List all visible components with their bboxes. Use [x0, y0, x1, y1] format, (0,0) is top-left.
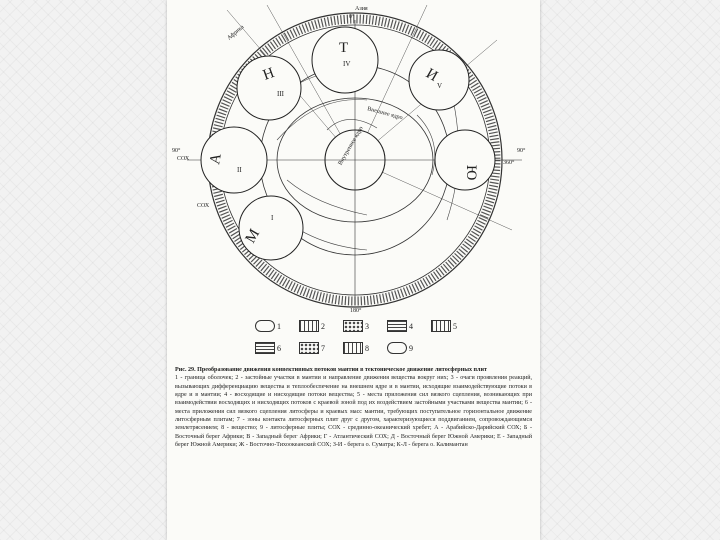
plate-letter-a: А [207, 152, 225, 166]
roman-label-ii: II [237, 166, 242, 174]
legend-symbol [255, 320, 275, 332]
legend-symbol [387, 342, 407, 354]
legend-symbol [255, 342, 275, 354]
plate-yu [435, 130, 495, 190]
document-page [167, 0, 540, 540]
plate-letter-i: И [423, 65, 441, 85]
legend-number: 1 [277, 321, 281, 331]
roman-label-v: V [437, 82, 443, 90]
roman-label-iii: III [277, 90, 284, 98]
legend-item-4 [387, 320, 413, 332]
legend-number: 9 [409, 343, 413, 353]
legend-symbol [299, 342, 319, 354]
plate-letter-n: Н [260, 65, 277, 84]
legend-item-8 [343, 342, 369, 354]
legend-item-5 [431, 320, 457, 332]
caption-body: 1 - граница оболочек; 2 - застойные участки в мантии и направление движения вещества вокруг них; 3 - очаги проявления реакций, вызывающих дифференциацию вещества и теплообеспечение на внешнем ядре и в мантии, исходящие взаимодействующие потоки в ядре и в мантии; 4 - восходящие и нисходящие потоки вещества; 5 - места приложения сил вязкого сцепления, возникающих при взаимодействии восходящих и нисходящих потоков с краевой зоной под их воздействием застойными участками вещества мантии; 6 - места приложения сил вязкого сцепления литосферы и краевых масс мантии, требующих поступательное горизонтальное движение литосферным плитам; 7 - зоны контакта литосферных плит друг с другом, характеризующиеся поддвиганием, сопровождающимся землетрясением; 8 - вещество; 9 - литосферные плиты; СОХ - срединно-океанический хребет; А - Арабийско-Дарийский СОХ; Б - Восточный берег Африки; В - Западный берег Африки; Г - Атлантический СОХ; Д - Восточный берег Южной Америки; Е - Западный берег Южной Америки; Ж - Восточно-Тихоокеанский СОХ; З-И - берега о. Суматра; К-Л - берега о. Калимантан [175, 375, 532, 449]
legend-symbol [299, 320, 319, 332]
plate-letter-m: М [242, 226, 264, 246]
plate-letter-yu: Ю [463, 165, 479, 181]
legend-item-9 [387, 342, 413, 354]
plate-letter-t: Т [339, 40, 349, 56]
legend-number: 4 [409, 321, 413, 331]
rim-label-deg-90-left: 90° [172, 148, 181, 154]
legend-item-3 [343, 320, 369, 332]
rim-label-asia: Азия [355, 6, 368, 12]
convection-diagram [167, 0, 540, 312]
legend-item-2 [299, 320, 325, 332]
rim-label-africa: Африка [226, 24, 246, 42]
rim-label-deg-180: 180° [350, 308, 362, 312]
figure-legend [255, 318, 485, 360]
rim-label-deg-90-right: 90° [517, 148, 526, 154]
figure-caption [175, 366, 532, 449]
plate-n [409, 50, 469, 110]
rim-label-deg-0: 0° [349, 14, 355, 20]
roman-label-iv: IV [343, 60, 351, 68]
roman-label-i: I [271, 214, 274, 222]
legend-number: 3 [365, 321, 369, 331]
legend-number: 7 [321, 343, 325, 353]
legend-symbol [387, 320, 407, 332]
legend-symbol [431, 320, 451, 332]
caption-title: Рис. 29. Преобразование движения конвективных потоков мантии в тектоническое движение литосферных плит [175, 367, 487, 373]
legend-symbol [343, 320, 363, 332]
legend-item-6 [255, 342, 281, 354]
legend-number: 6 [277, 343, 281, 353]
legend-item-7 [299, 342, 325, 354]
outer-core-label: Внешнее ядро [366, 106, 404, 122]
legend-number: 5 [453, 321, 457, 331]
rim-label-cox-2: СОХ [197, 203, 210, 209]
legend-item-1 [255, 320, 281, 332]
rim-label-cox-1: СОХ [177, 156, 190, 162]
legend-symbol [343, 342, 363, 354]
legend-number: 2 [321, 321, 325, 331]
rim-label-deg-360: 360° [503, 160, 515, 166]
inner-core-label: Внутреннее ядро [337, 125, 365, 167]
legend-number: 8 [365, 343, 369, 353]
